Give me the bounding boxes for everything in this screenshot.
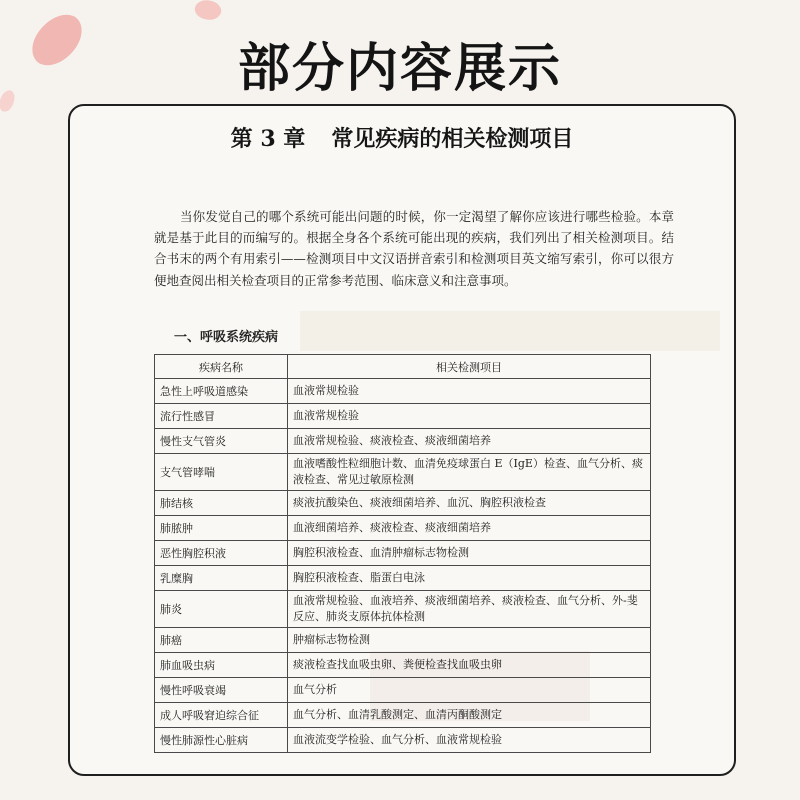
related-tests: 血液嗜酸性粒细胞计数、血清免疫球蛋白 E（IgE）检查、血气分析、痰液检查、常见过敏原检测 (288, 454, 651, 491)
related-tests: 痰液检查找血吸虫卵、粪便检查找血吸虫卵 (288, 653, 651, 678)
table-header-row (155, 355, 651, 379)
table-row (155, 454, 651, 491)
disease-name: 乳糜胸 (155, 566, 288, 591)
disease-name: 肺癌 (155, 628, 288, 653)
disease-name: 肺炎 (155, 591, 288, 628)
decorative-petal (192, 0, 224, 25)
table-row (155, 541, 651, 566)
table-row (155, 404, 651, 429)
table-row (155, 728, 651, 753)
chapter-number: 第 3 章 (230, 126, 306, 152)
related-tests: 血液常规检验 (288, 379, 651, 404)
bleed-through-shadow (300, 311, 720, 351)
table-row (155, 429, 651, 454)
disease-name: 支气管哮喘 (155, 454, 288, 491)
disease-name: 肺血吸虫病 (155, 653, 288, 678)
disease-name: 慢性呼吸衰竭 (155, 678, 288, 703)
table-row (155, 703, 651, 728)
related-tests: 血气分析、血清乳酸测定、血清丙酮酸测定 (288, 703, 651, 728)
related-tests: 胸腔积液检查、脂蛋白电泳 (288, 566, 651, 591)
table-row (155, 379, 651, 404)
table-row (155, 566, 651, 591)
related-tests: 血气分析 (288, 678, 651, 703)
table-row (155, 628, 651, 653)
related-tests: 胸腔积液检查、血清肿瘤标志物检测 (288, 541, 651, 566)
related-tests: 血液常规检验、痰液检查、痰液细菌培养 (288, 429, 651, 454)
disease-name: 成人呼吸窘迫综合征 (155, 703, 288, 728)
disease-name: 慢性支气管炎 (155, 429, 288, 454)
table-row (155, 491, 651, 516)
table-row (155, 516, 651, 541)
chapter-heading (70, 122, 734, 153)
banner-title: 部分内容展示 (237, 39, 562, 99)
column-header-tests: 相关检测项目 (288, 355, 651, 379)
section-heading: 一、呼吸系统疾病 (174, 330, 279, 345)
related-tests: 痰液抗酸染色、痰液细菌培养、血沉、胸腔积液检查 (288, 491, 651, 516)
intro-paragraph: 当你发觉自己的哪个系统可能出问题的时候，你一定渴望了解你应该进行哪些检验。本章就是基于此目的而编写的。根据全身各个系统可能出现的疾病，我们列出了相关检测项目。结合书末的两个有用索引——检测项目中文汉语拼音索引和检测项目英文缩写索引，你可以很方便地查阅出相关检查项目的正常参考范围、临床意义和注意事项。 (154, 209, 674, 288)
disease-name: 肺脓肿 (155, 516, 288, 541)
table-row (155, 653, 651, 678)
table-row (155, 678, 651, 703)
related-tests: 血液常规检验 (288, 404, 651, 429)
book-page-scan (68, 104, 736, 776)
disease-name: 流行性感冒 (155, 404, 288, 429)
related-tests: 血液流变学检验、血气分析、血液常规检验 (288, 728, 651, 753)
disease-name: 恶性胸腔积液 (155, 541, 288, 566)
related-tests: 血液常规检验、血液培养、痰液细菌培养、痰液检查、血气分析、外-斐反应、肺炎支原体抗体检测 (288, 591, 651, 628)
related-tests: 血液细菌培养、痰液检查、痰液细菌培养 (288, 516, 651, 541)
table-row (155, 591, 651, 628)
column-header-disease: 疾病名称 (155, 355, 288, 379)
disease-name: 肺结核 (155, 491, 288, 516)
chapter-title: 常见疾病的相关检测项目 (331, 126, 574, 152)
disease-name: 急性上呼吸道感染 (155, 379, 288, 404)
related-tests: 肿瘤标志物检测 (288, 628, 651, 653)
disease-name: 慢性肺源性心脏病 (155, 728, 288, 753)
disease-test-table (154, 354, 651, 753)
